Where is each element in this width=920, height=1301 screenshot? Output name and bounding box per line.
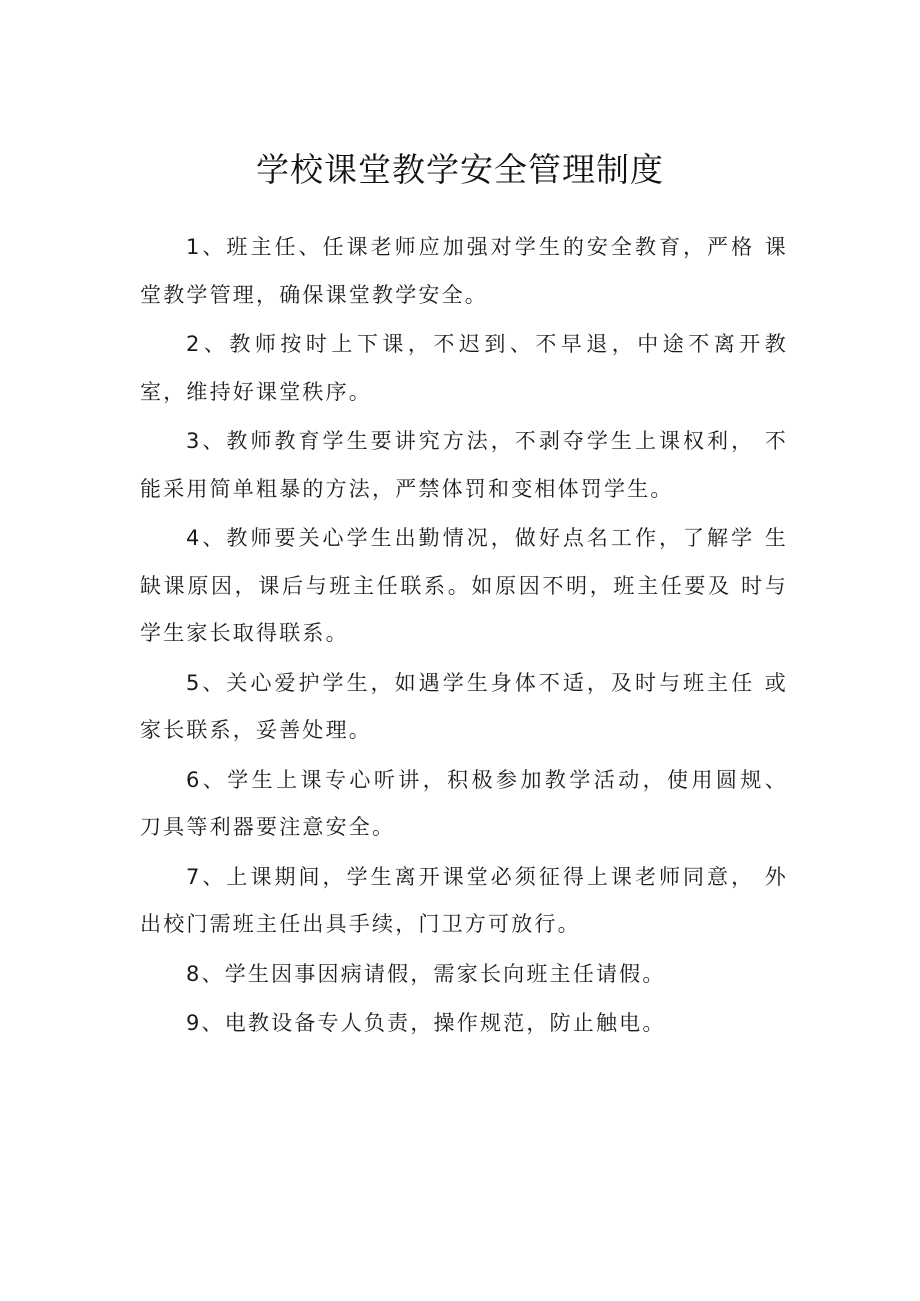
rule-item-1: 1、班主任、任课老师应加强对学生的安全教育，严格 课堂教学管理，确保课堂教学安全。 (140, 235, 788, 307)
rule-item-9: 9、电教设备专人负责，操作规范，防止触电。 (186, 1011, 666, 1035)
rule-item-6: 6、学生上课专心听讲，积极参加教学活动，使用圆规、 刀具等利器要注意安全。 (140, 767, 788, 839)
rule-item-3: 3、教师教育学生要讲究方法，不剥夺学生上课权利， 不能采用简单粗暴的方法，严禁体罚和变相体罚学生。 (140, 429, 788, 501)
rule-item-8: 8、学生因事因病请假，需家长向班主任请假。 (186, 961, 666, 986)
rule-item-2: 2、教师按时上下课，不迟到、不早退，中途不离开教 室，维持好课堂秩序。 (140, 332, 788, 404)
rule-item-4: 4、教师要关心学生出勤情况，做好点名工作，了解学 生缺课原因，课后与班主任联系。如原因不明，班主任要及 时与学生家长取得联系。 (140, 526, 788, 645)
rule-item-7: 7、上课期间，学生离开课堂必须征得上课老师同意， 外出校门需班主任出具手续，门卫方可放行。 (140, 864, 788, 936)
document-title: 学校课堂教学安全管理制度 (256, 150, 664, 189)
document-body (140, 224, 788, 1050)
rule-item-5: 5、关心爱护学生，如遇学生身体不适，及时与班主任 或家长联系，妥善处理。 (140, 670, 788, 742)
